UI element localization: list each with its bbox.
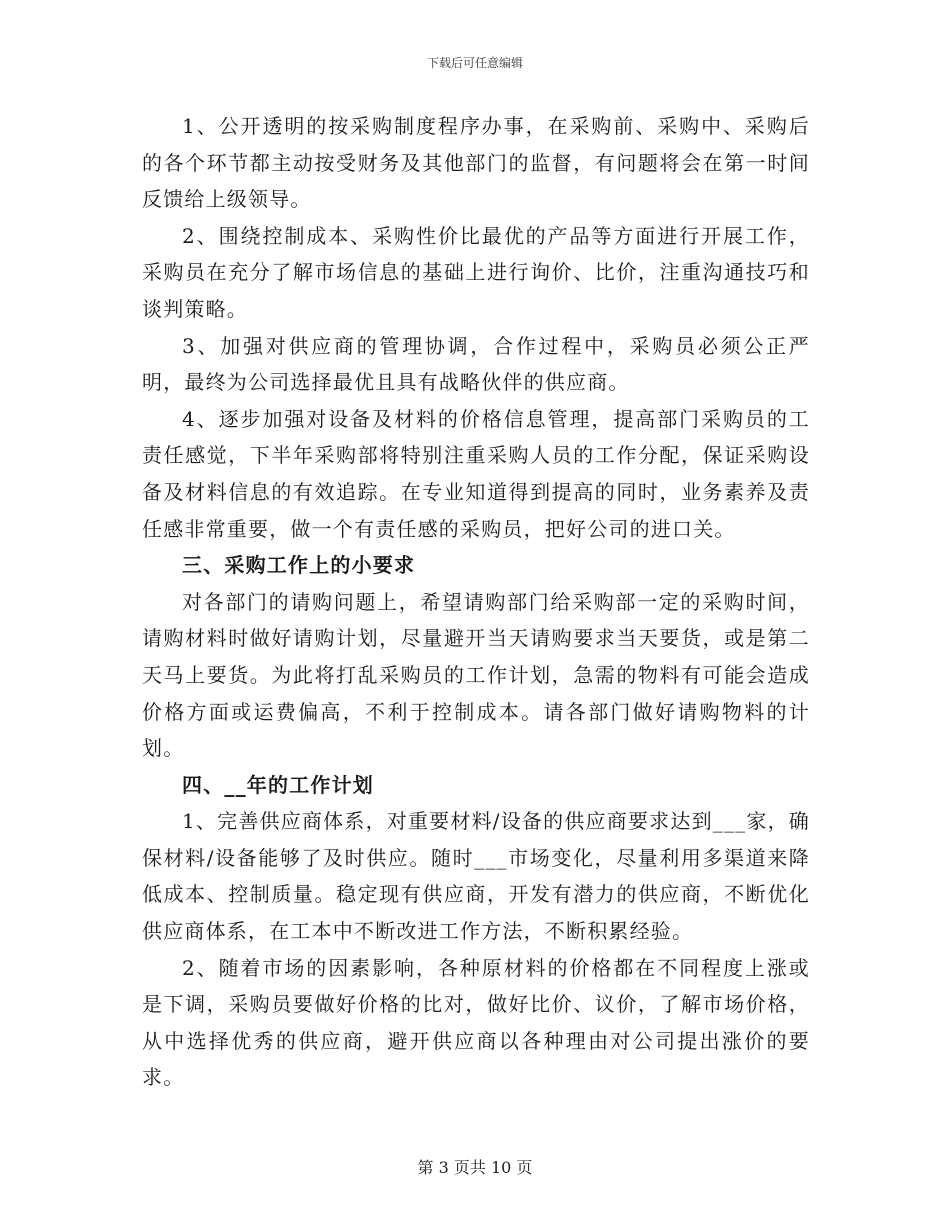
page-footer: 第 3 页共 10 页 [417, 1158, 533, 1177]
document-body [142, 108, 810, 1096]
section-heading-4: 四、__年的工作计划 [182, 772, 374, 797]
paragraph-6: 1、完善供应商体系，对重要材料/设备的供应商要求达到___家，确保材料/设备能够了及时供应。随时___市场变化，尽量利用多渠道来降低成本、控制质量。稳定现有供应商，开发有潜力的供应商，不断优化供应商体系，在工本中不断改进工作方法，不断积累经验。 [142, 809, 810, 944]
paragraph-4: 4、逐步加强对设备及材料的价格信息管理，提高部门采购员的工责任感觉，下半年采购部将特别注重采购人员的工作分配，保证采购设备及材料信息的有效追踪。在专业知道得到提高的同时，业务素养及责任感非常重要，做一个有责任感的采购员，把好公司的进口关。 [142, 406, 810, 541]
paragraph-7: 2、随着市场的因素影响，各种原材料的价格都在不同程度上涨或是下调，采购员要做好价格的比对，做好比价、议价，了解市场价格，从中选择优秀的供应商，避开供应商以各种理由对公司提出涨价的要求。 [142, 955, 810, 1090]
paragraph-5: 对各部门的请购问题上，希望请购部门给采购部一定的采购时间，请购材料时做好请购计划，尽量避开当天请购要求当天要货，或是第二天马上要货。为此将打乱采购员的工作计划，急需的物料有可能会造成价格方面或运费偏高，不利于控制成本。请各部门做好请购物料的计划。 [142, 589, 810, 761]
paragraph-1: 1、公开透明的按采购制度程序办事，在采购前、采购中、采购后的各个环节都主动按受财务及其他部门的监督，有问题将会在第一时间反馈给上级领导。 [142, 114, 810, 212]
section-heading-3: 三、采购工作上的小要求 [182, 553, 416, 578]
paragraph-2: 2、围绕控制成本、采购性价比最优的产品等方面进行开展工作，采购员在充分了解市场信息的基础上进行询价、比价，注重沟通技巧和谈判策略。 [142, 223, 810, 321]
paragraph-3: 3、加强对供应商的管理协调，合作过程中，采购员必须公正严明，最终为公司选择最优且具有战略伙伴的供应商。 [142, 333, 810, 395]
page-header: 下载后可任意编辑 [426, 56, 523, 70]
